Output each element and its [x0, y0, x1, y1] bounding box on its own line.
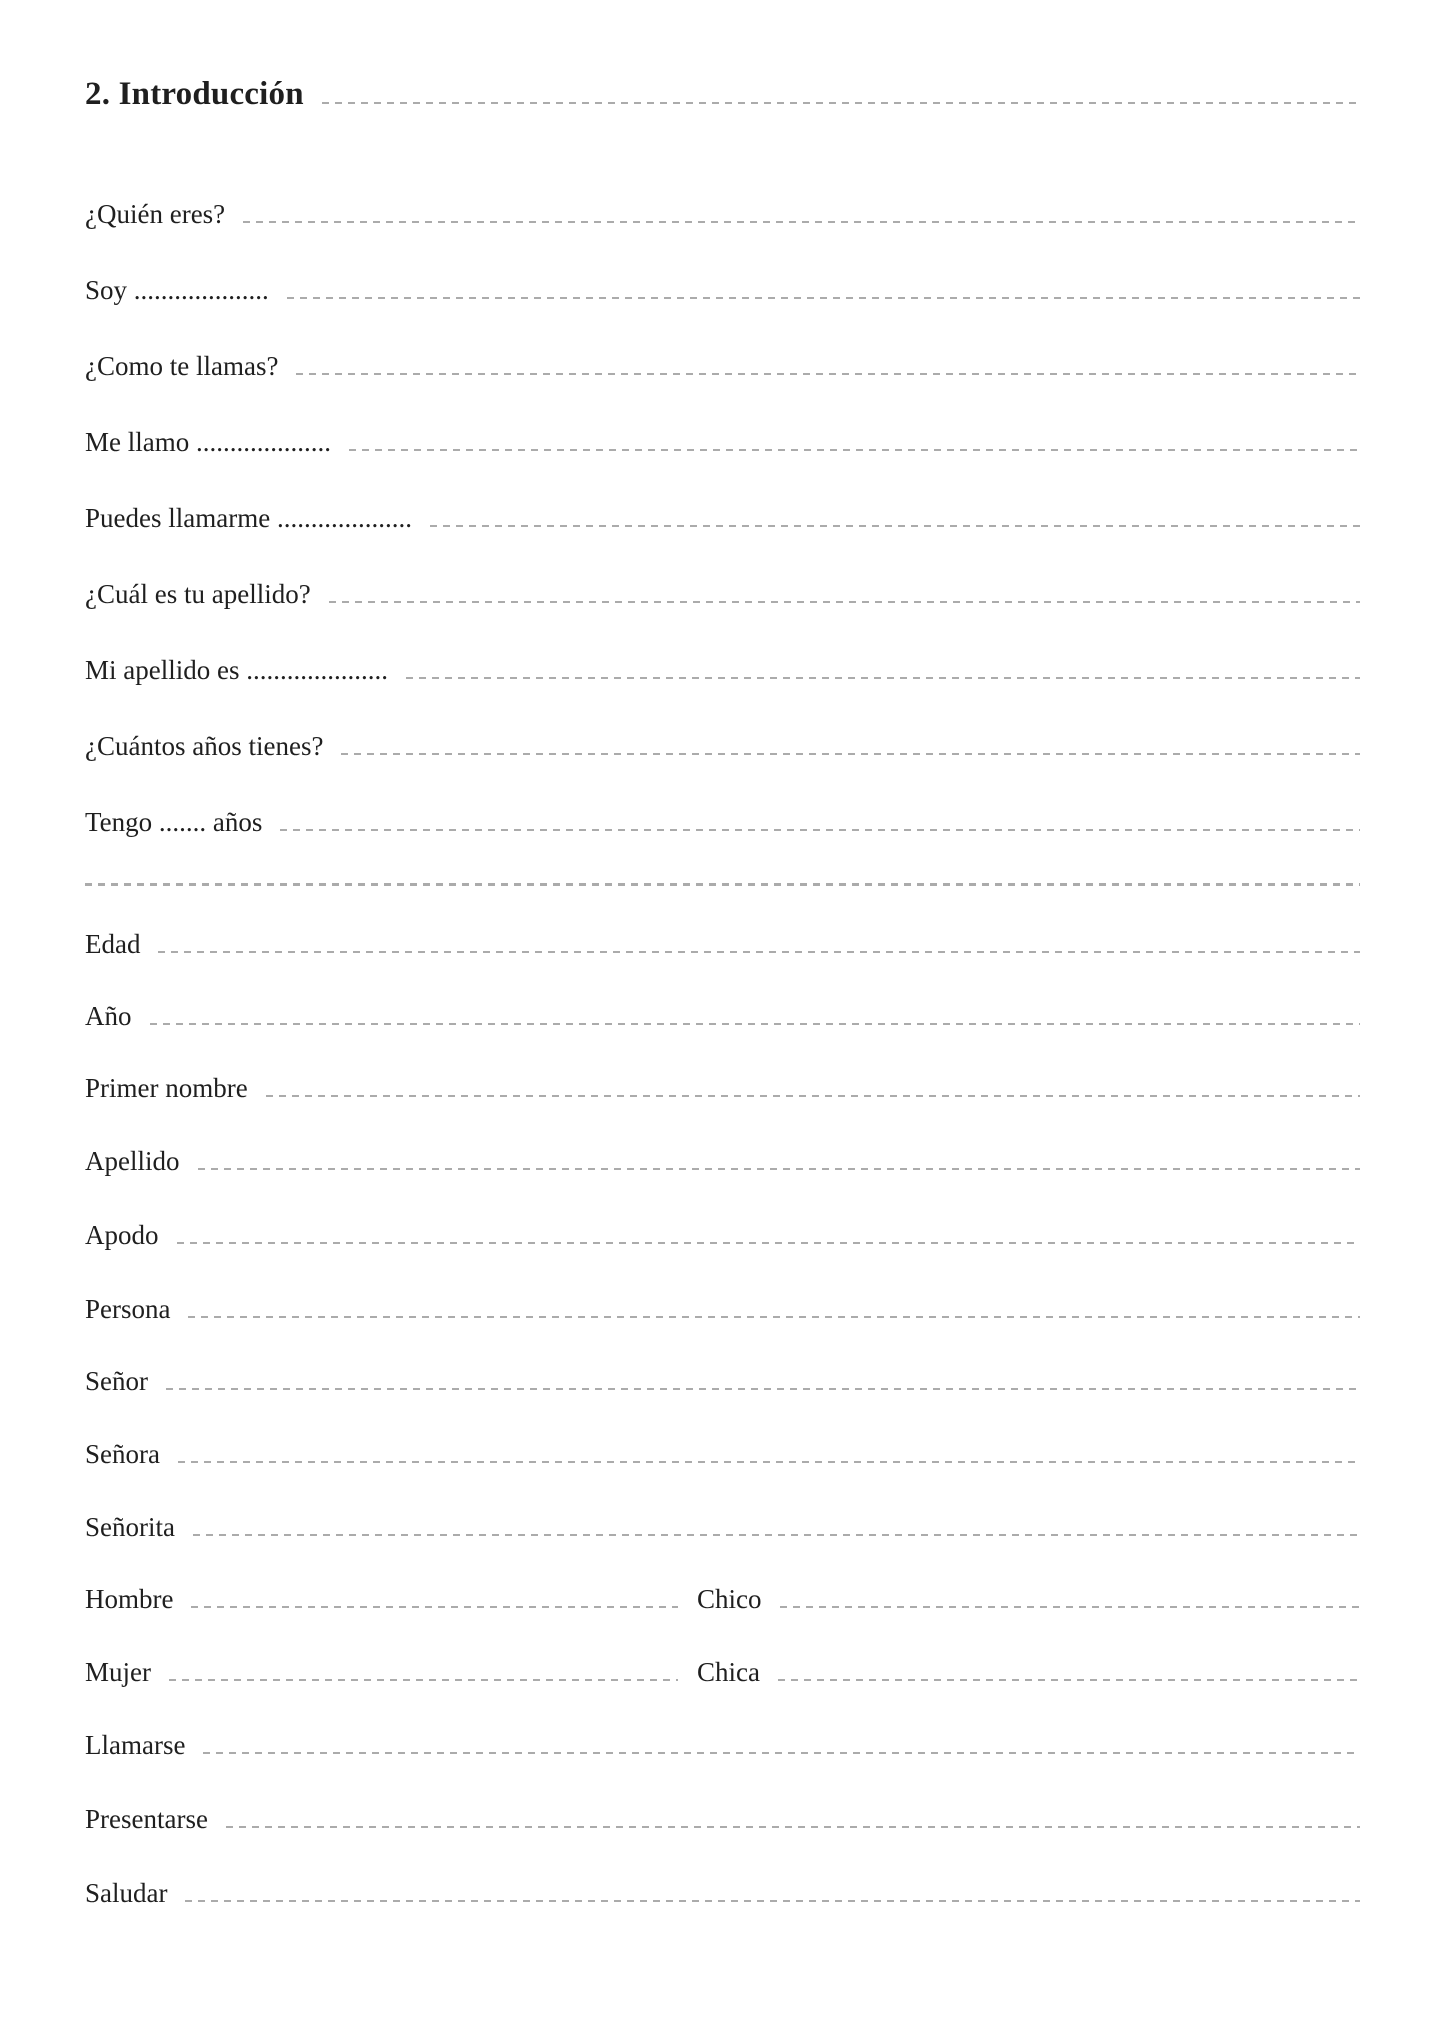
vocab-label-secondary: Chica	[697, 1657, 760, 1687]
answer-line	[349, 449, 1360, 452]
vocab-label-secondary: Chico	[697, 1584, 762, 1614]
vocab-label: Apodo	[85, 1220, 159, 1250]
vocab-label: Señora	[85, 1439, 160, 1469]
vocab-label: Primer nombre	[85, 1073, 248, 1103]
vocab-row	[85, 1219, 1360, 1251]
vocab-label: Mujer	[85, 1657, 151, 1687]
vocab-label: Presentarse	[85, 1804, 208, 1834]
answer-line	[193, 1534, 1360, 1537]
title-answer-line	[322, 102, 1360, 105]
answer-line	[266, 1095, 1360, 1098]
vocab-row-two-column	[85, 1656, 1360, 1688]
answer-line	[329, 601, 1360, 604]
vocab-label: Saludar	[85, 1878, 168, 1908]
answer-line	[169, 1679, 678, 1682]
vocab-label: Año	[85, 1001, 132, 1031]
vocab-row	[85, 1365, 1360, 1397]
vocab-label: Hombre	[85, 1584, 174, 1614]
answer-line	[203, 1752, 1360, 1755]
vocab-left-cell	[85, 1656, 678, 1688]
vocab-label: Señor	[85, 1366, 148, 1396]
vocab-row	[85, 1877, 1360, 1909]
vocab-label: Llamarse	[85, 1730, 186, 1760]
vocab-label: Señorita	[85, 1512, 175, 1542]
question-row	[85, 198, 1360, 230]
answer-line	[177, 1242, 1361, 1245]
answer-line	[191, 1606, 678, 1609]
section-divider-line	[85, 883, 1360, 886]
phrase-label: Soy ....................	[85, 275, 269, 305]
answer-line	[341, 753, 1360, 756]
vocab-row-two-column	[85, 1583, 1360, 1615]
question-row	[85, 730, 1360, 762]
answer-line	[198, 1168, 1361, 1171]
answer-line	[158, 951, 1360, 954]
question-row	[85, 502, 1360, 534]
vocab-row	[85, 1072, 1360, 1104]
answer-line	[430, 525, 1360, 528]
vocab-row	[85, 1145, 1360, 1177]
vocab-row	[85, 1729, 1360, 1761]
question-row	[85, 654, 1360, 686]
vocab-label: Persona	[85, 1294, 171, 1324]
phrase-label: Mi apellido es .....................	[85, 655, 388, 685]
phrase-label: ¿Cuántos años tienes?	[85, 731, 324, 761]
phrase-label: ¿Cuál es tu apellido?	[85, 579, 311, 609]
vocab-row	[85, 1293, 1360, 1325]
phrase-label: ¿Quién eres?	[85, 199, 226, 229]
answer-line	[778, 1679, 1360, 1682]
vocab-left-cell	[85, 1583, 678, 1615]
phrase-label: Puedes llamarme ....................	[85, 503, 412, 533]
phrase-label: ¿Como te llamas?	[85, 351, 279, 381]
answer-line	[185, 1900, 1360, 1903]
vocab-label: Edad	[85, 929, 141, 959]
question-row	[85, 274, 1360, 306]
question-row	[85, 426, 1360, 458]
vocab-row	[85, 928, 1360, 960]
phrase-label: Tengo ....... años	[85, 807, 263, 837]
phrase-label: Me llamo ....................	[85, 427, 331, 457]
question-row	[85, 578, 1360, 610]
answer-line	[780, 1606, 1361, 1609]
vocab-row	[85, 1511, 1360, 1543]
answer-line	[296, 373, 1360, 376]
vocab-row	[85, 1000, 1360, 1032]
answer-line	[243, 221, 1360, 224]
answer-line	[226, 1826, 1360, 1829]
answer-line	[188, 1316, 1360, 1319]
vocab-row	[85, 1438, 1360, 1470]
question-row	[85, 806, 1360, 838]
answer-line	[287, 297, 1360, 300]
page-title: 2. Introducción	[85, 76, 304, 112]
answer-line	[150, 1023, 1361, 1026]
vocab-row	[85, 1803, 1360, 1835]
answer-line	[280, 829, 1360, 832]
question-row	[85, 350, 1360, 382]
title-row	[85, 76, 1360, 113]
vocab-label: Apellido	[85, 1146, 180, 1176]
answer-line	[178, 1461, 1360, 1464]
answer-line	[406, 677, 1360, 680]
answer-line	[166, 1388, 1360, 1391]
